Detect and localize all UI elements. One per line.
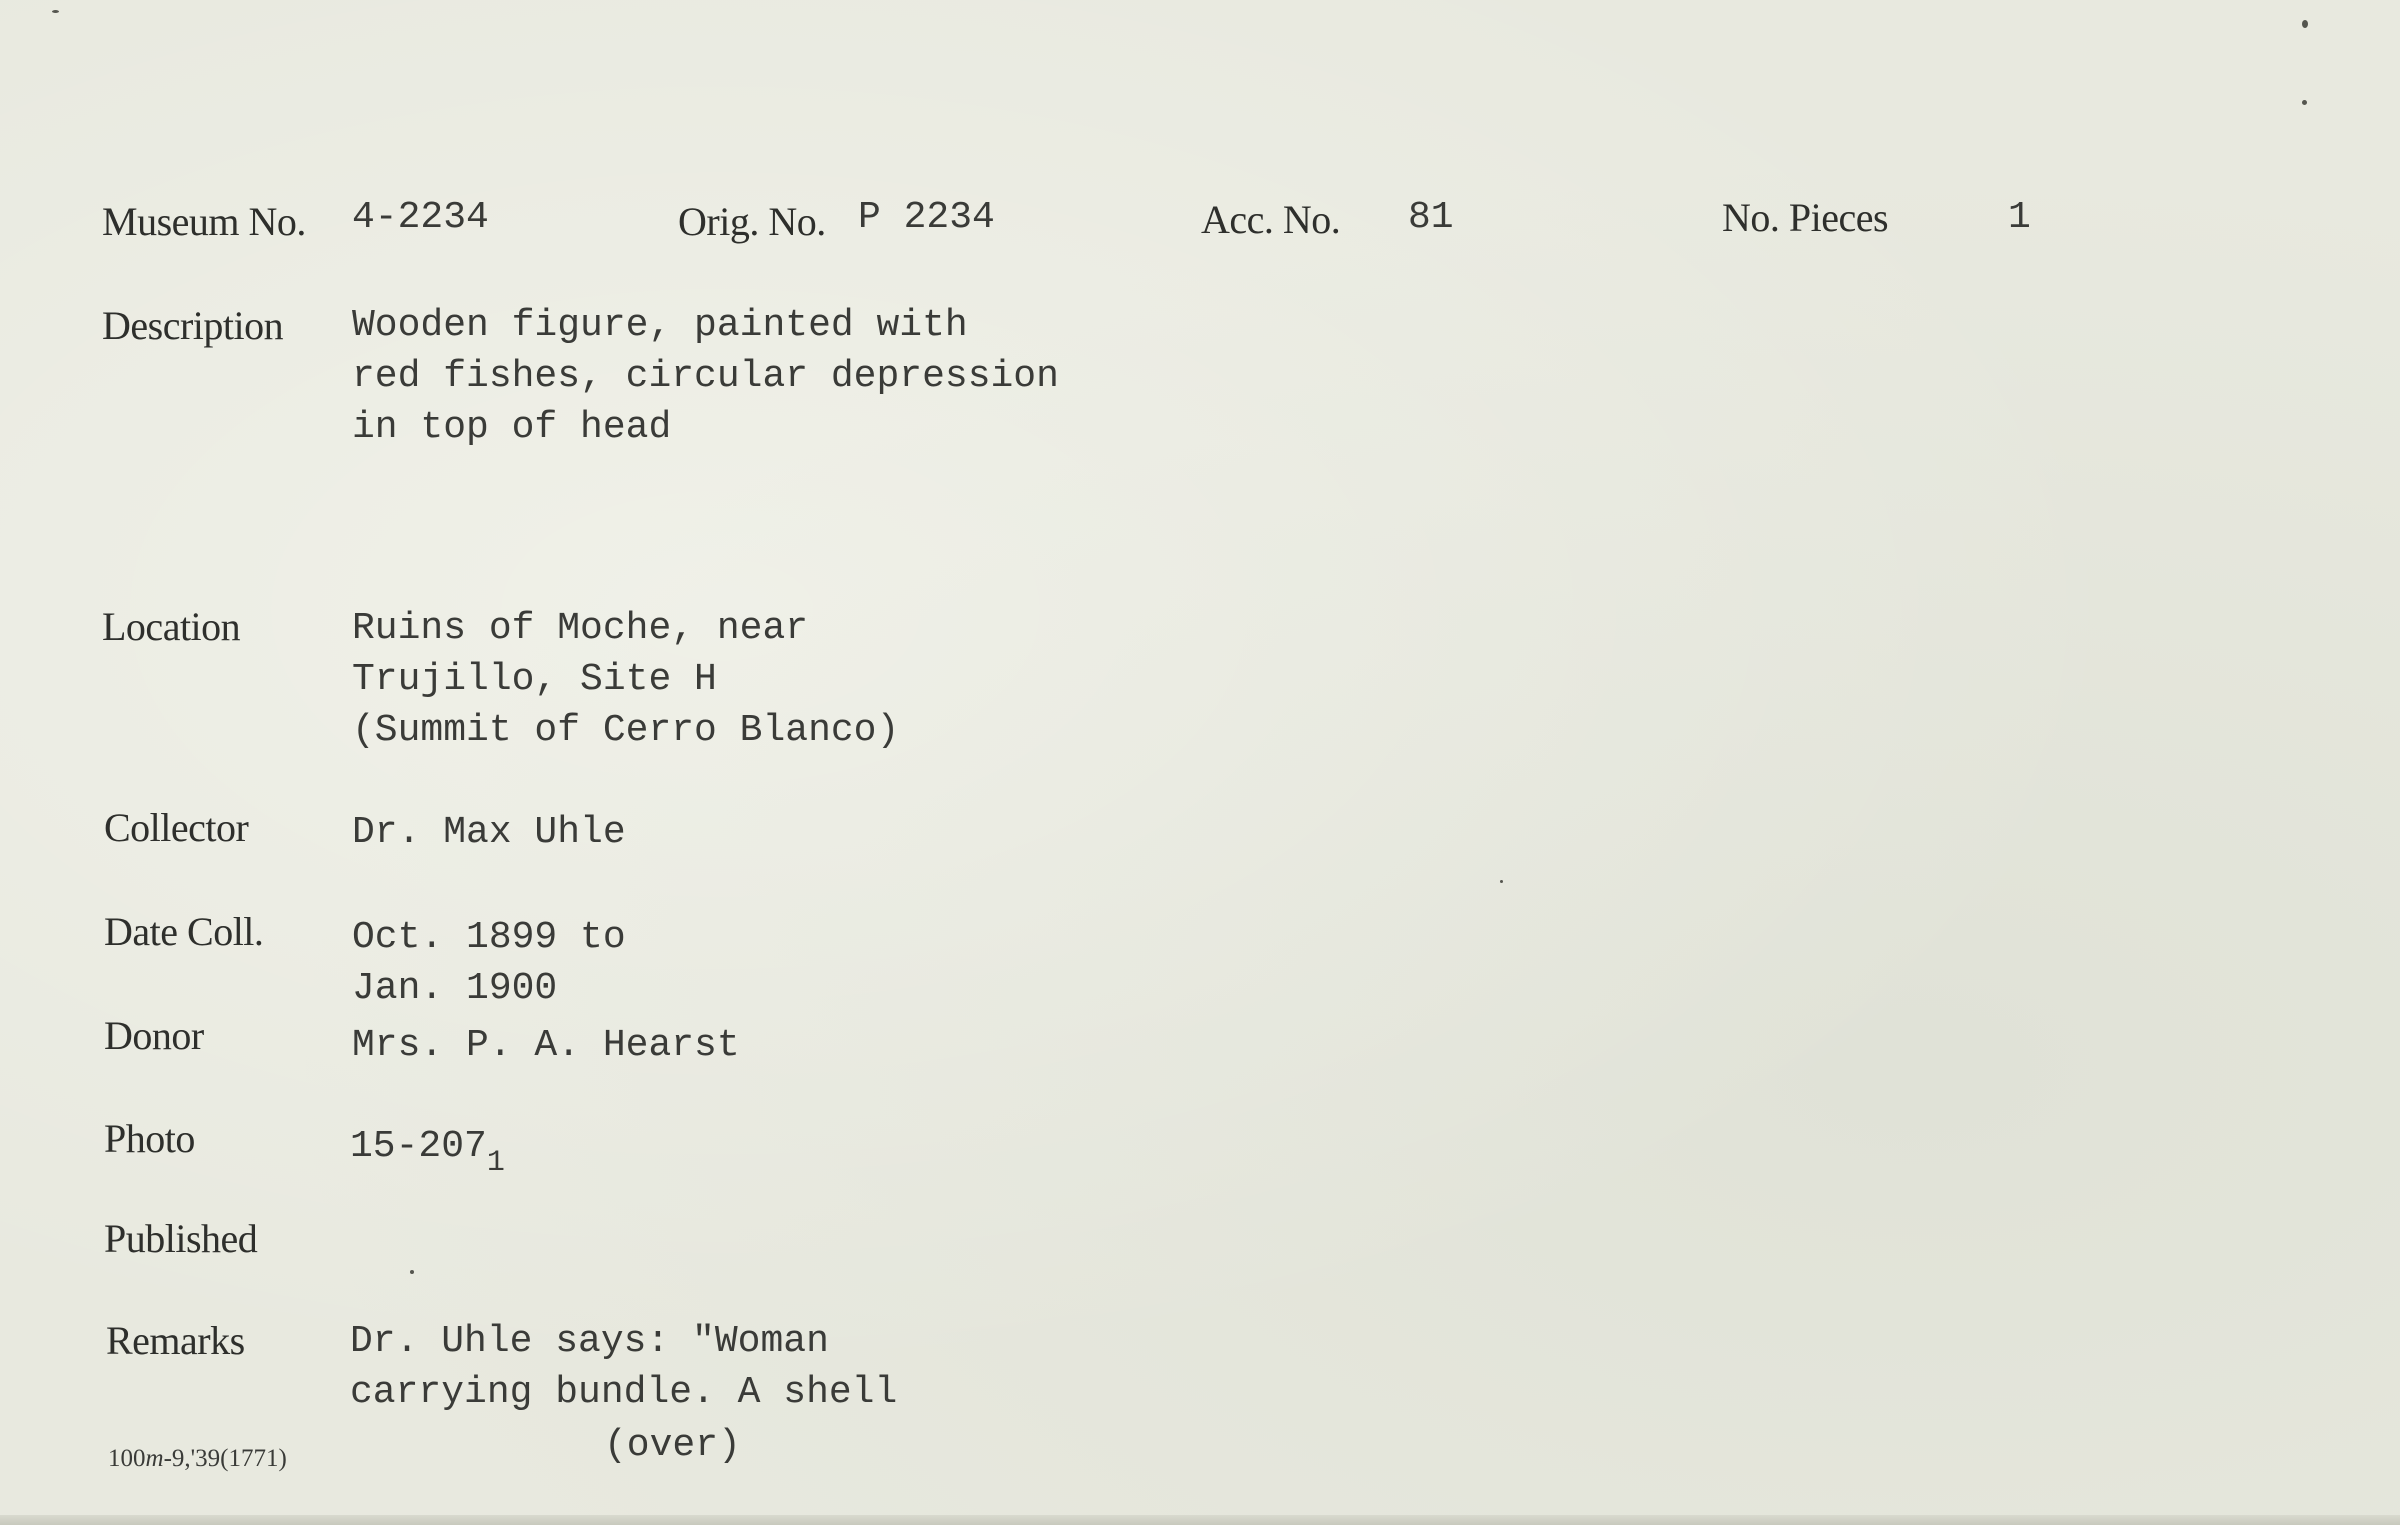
orig-no-value: P 2234 xyxy=(858,196,995,239)
paper-speck xyxy=(2302,20,2308,28)
date-coll-label: Date Coll. xyxy=(104,909,264,954)
description-line: Wooden figure, painted with xyxy=(352,304,968,347)
photo-label: Photo xyxy=(104,1116,195,1161)
museum-no-label: Museum No. xyxy=(102,199,306,244)
description-label: Description xyxy=(102,303,284,348)
photo-number: 15-207 xyxy=(350,1125,487,1168)
date-coll-line: Jan. 1900 xyxy=(352,967,558,1010)
photo-subscript: 1 xyxy=(486,1146,505,1180)
no-pieces-value: 1 xyxy=(2008,196,2031,239)
remarks-label: Remarks xyxy=(106,1318,245,1363)
location-line: Trujillo, Site H xyxy=(352,658,717,701)
acc-no-value: 81 xyxy=(1408,196,1454,239)
print-code-prefix: 100 xyxy=(108,1445,146,1472)
date-coll-line: Oct. 1899 to xyxy=(352,916,626,959)
no-pieces-label: No. Pieces xyxy=(1722,195,1889,240)
location-label: Location xyxy=(102,604,241,649)
print-code-italic: m xyxy=(145,1445,164,1472)
published-label: Published xyxy=(104,1216,258,1261)
collector-label: Collector xyxy=(104,805,249,850)
print-code xyxy=(108,1445,287,1473)
paper-speck xyxy=(2302,100,2307,105)
collector-value: Dr. Max Uhle xyxy=(352,811,626,854)
card-bottom-edge xyxy=(0,1515,2400,1525)
paper-speck xyxy=(410,1270,414,1274)
location-line: (Summit of Cerro Blanco) xyxy=(352,709,900,752)
location-value xyxy=(352,603,899,756)
paper-speck xyxy=(1500,880,1503,883)
description-value xyxy=(352,300,1059,453)
remarks-over: (over) xyxy=(604,1424,741,1467)
remarks-line: Dr. Uhle says: "Woman xyxy=(350,1320,829,1363)
photo-value xyxy=(350,1121,505,1180)
description-line: in top of head xyxy=(352,406,672,449)
print-code-suffix: -9,'39(1771) xyxy=(163,1445,287,1472)
description-line: red fishes, circular depression xyxy=(352,355,1059,398)
location-line: Ruins of Moche, near xyxy=(352,607,809,650)
museum-no-value: 4-2234 xyxy=(352,196,489,239)
donor-label: Donor xyxy=(104,1013,204,1058)
orig-no-label: Orig. No. xyxy=(678,199,826,244)
date-coll-value xyxy=(352,912,626,1014)
remarks-line: carrying bundle. A shell xyxy=(350,1371,898,1414)
donor-value: Mrs. P. A. Hearst xyxy=(352,1024,740,1067)
remarks-value xyxy=(350,1316,897,1418)
paper-speck xyxy=(52,10,59,13)
acc-no-label: Acc. No. xyxy=(1201,197,1341,242)
